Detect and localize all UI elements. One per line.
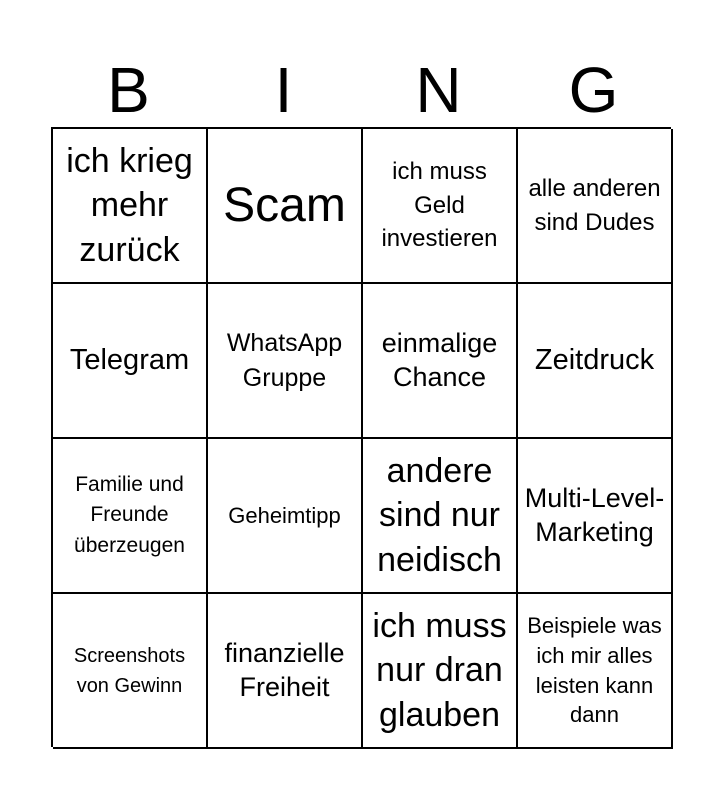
header-letter-g: G	[568, 54, 619, 126]
bingo-cell[interactable]	[518, 594, 673, 749]
bingo-cell[interactable]	[363, 594, 518, 749]
bingo-board	[51, 127, 671, 747]
bingo-cell[interactable]	[53, 594, 208, 749]
bingo-cell-label: einmalige Chance	[381, 327, 498, 392]
bingo-cell-label: Telegram	[69, 344, 190, 377]
bingo-cell[interactable]	[363, 284, 518, 439]
bingo-cell-label: andere sind nur neidisch	[377, 452, 502, 579]
bingo-cell[interactable]	[53, 284, 208, 439]
bingo-cell-label: Familie und Freunde überzeugen	[74, 472, 185, 557]
bingo-cell-label: finanzielle Freiheit	[224, 637, 345, 702]
bingo-cell[interactable]	[208, 284, 363, 439]
bingo-cell[interactable]	[208, 439, 363, 594]
bingo-cell-label: alle anderen sind Dudes	[528, 174, 661, 236]
bingo-cell-label: Multi-Level-Marketing	[524, 482, 665, 547]
bingo-cell[interactable]	[53, 129, 208, 284]
bingo-cell[interactable]	[208, 129, 363, 284]
bingo-cell-label: ich muss Geld investieren	[381, 158, 498, 253]
bingo-cell-label: ich krieg mehr zurück	[66, 142, 193, 269]
bingo-cell[interactable]	[53, 439, 208, 594]
bingo-cell-label: WhatsApp Gruppe	[226, 328, 343, 392]
bingo-cell-label: ich muss nur dran glauben	[372, 607, 507, 734]
header-letter-i: I	[274, 54, 293, 126]
bingo-cell-label: Geheimtipp	[228, 502, 341, 528]
bingo-cell[interactable]	[363, 439, 518, 594]
bingo-cell-label: Scam	[223, 178, 346, 232]
bingo-cell[interactable]	[518, 129, 673, 284]
bingo-cell-label: Beispiele was ich mir alles leisten kann dann	[527, 613, 662, 728]
bingo-cell[interactable]	[363, 129, 518, 284]
bingo-cell[interactable]	[518, 439, 673, 594]
bingo-cell-label: Screenshots von Gewinn	[73, 644, 186, 697]
bingo-cell[interactable]	[518, 284, 673, 439]
bingo-header	[51, 52, 671, 128]
bingo-cell-label: Zeitdruck	[534, 344, 655, 377]
bingo-cell[interactable]	[208, 594, 363, 749]
header-letter-b: B	[107, 54, 150, 126]
header-letter-n: N	[415, 54, 462, 126]
